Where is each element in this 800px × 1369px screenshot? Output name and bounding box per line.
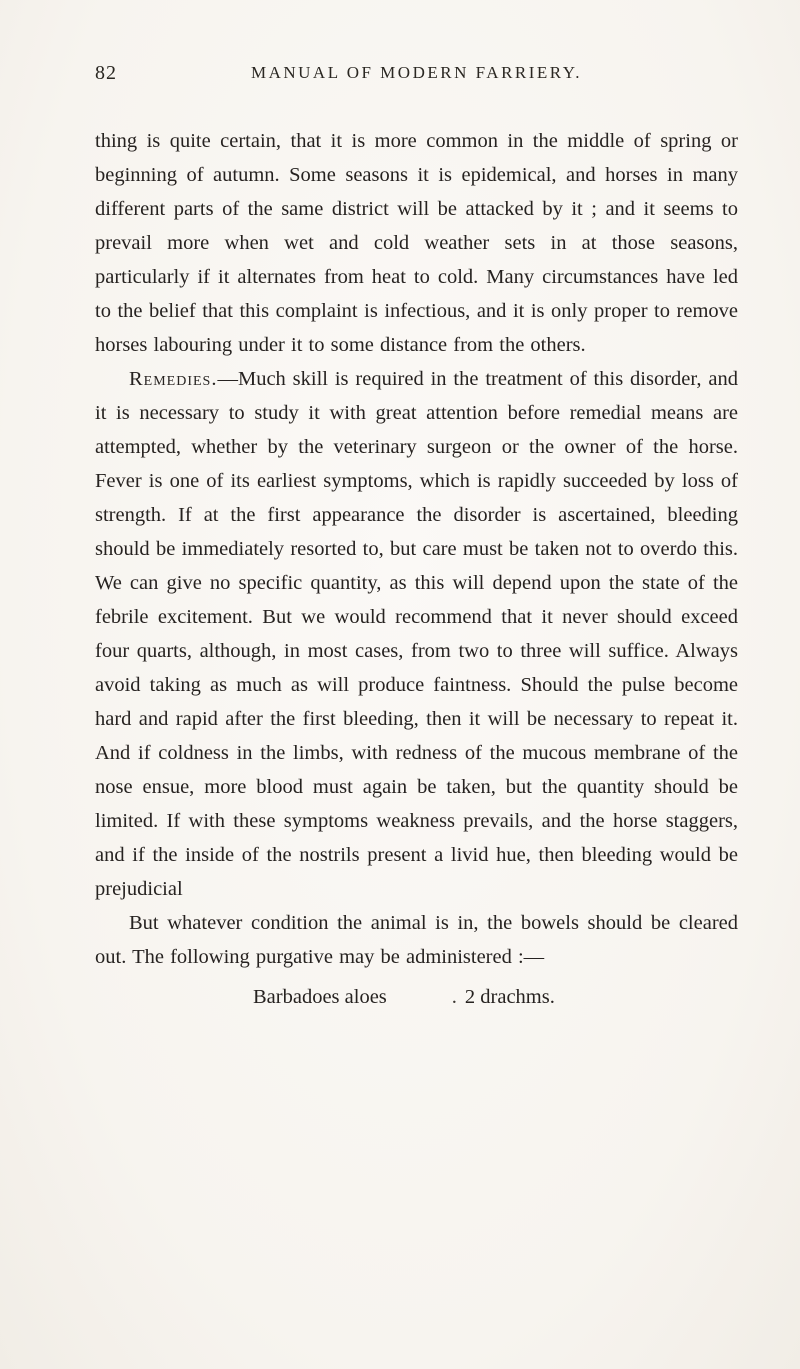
recipe-quantity: 2 drachms. [464, 986, 555, 1008]
paragraph-remedies [95, 362, 738, 906]
remedies-heading: Remedies. [129, 368, 218, 390]
page-number: 82 [95, 62, 117, 84]
recipe-ingredient: Barbadoes aloes [253, 986, 387, 1008]
page-header [95, 62, 738, 96]
paragraph-purgative: But whatever condition the animal is in, the bowels should be cleared out. The following purgative may be administered :— [95, 912, 738, 968]
page-content-area [95, 62, 738, 1014]
recipe-separator-dot: . [451, 986, 457, 1008]
paragraph-continuation: thing is quite certain, that it is more common in the middle of spring or beginning of autumn. Some seasons it is epidemical, and horses in many different parts of the same district will be attacked by it ; and it seems to prevail more when wet and cold weather sets in at those seasons, particularly if it alternates from heat to cold. Many circumstances have led to the belief that this complaint is infectious, and it is only proper to remove horses labouring under it to some distance from the others. [95, 130, 738, 356]
recipe-line [95, 980, 738, 1014]
running-title: MANUAL OF MODERN FARRIERY. [250, 63, 583, 82]
remedies-text: —Much skill is required in the treatment of this disorder, and it is necessary to study it with great attention before remedial means are attempted, whether by the veterinary surgeon or the owner of the horse. Fever is one of its earliest symptoms, which is rapidly succeeded by loss of strength. If at the first appearance the disorder is ascertained, bleeding should be immediately resorted to, but care must be taken not to overdo this. We can give no specific quantity, as this will depend upon the state of the febrile excitement. But we would recommend that it never should exceed four quarts, although, in most cases, from two to three will suffice. Always avoid taking as much as will produce faintness. Should the pulse become hard and rapid after the first bleeding, then it will be necessary to repeat it. And if coldness in the limbs, with redness of the mucous membrane of the nose ensue, more blood must again be taken, but the quantity should be limited. If with these symptoms weakness prevails, and the horse staggers, and if the inside of the nostrils present a livid hue, then bleeding would be prejudicial [95, 368, 738, 900]
page-body [95, 124, 738, 1014]
